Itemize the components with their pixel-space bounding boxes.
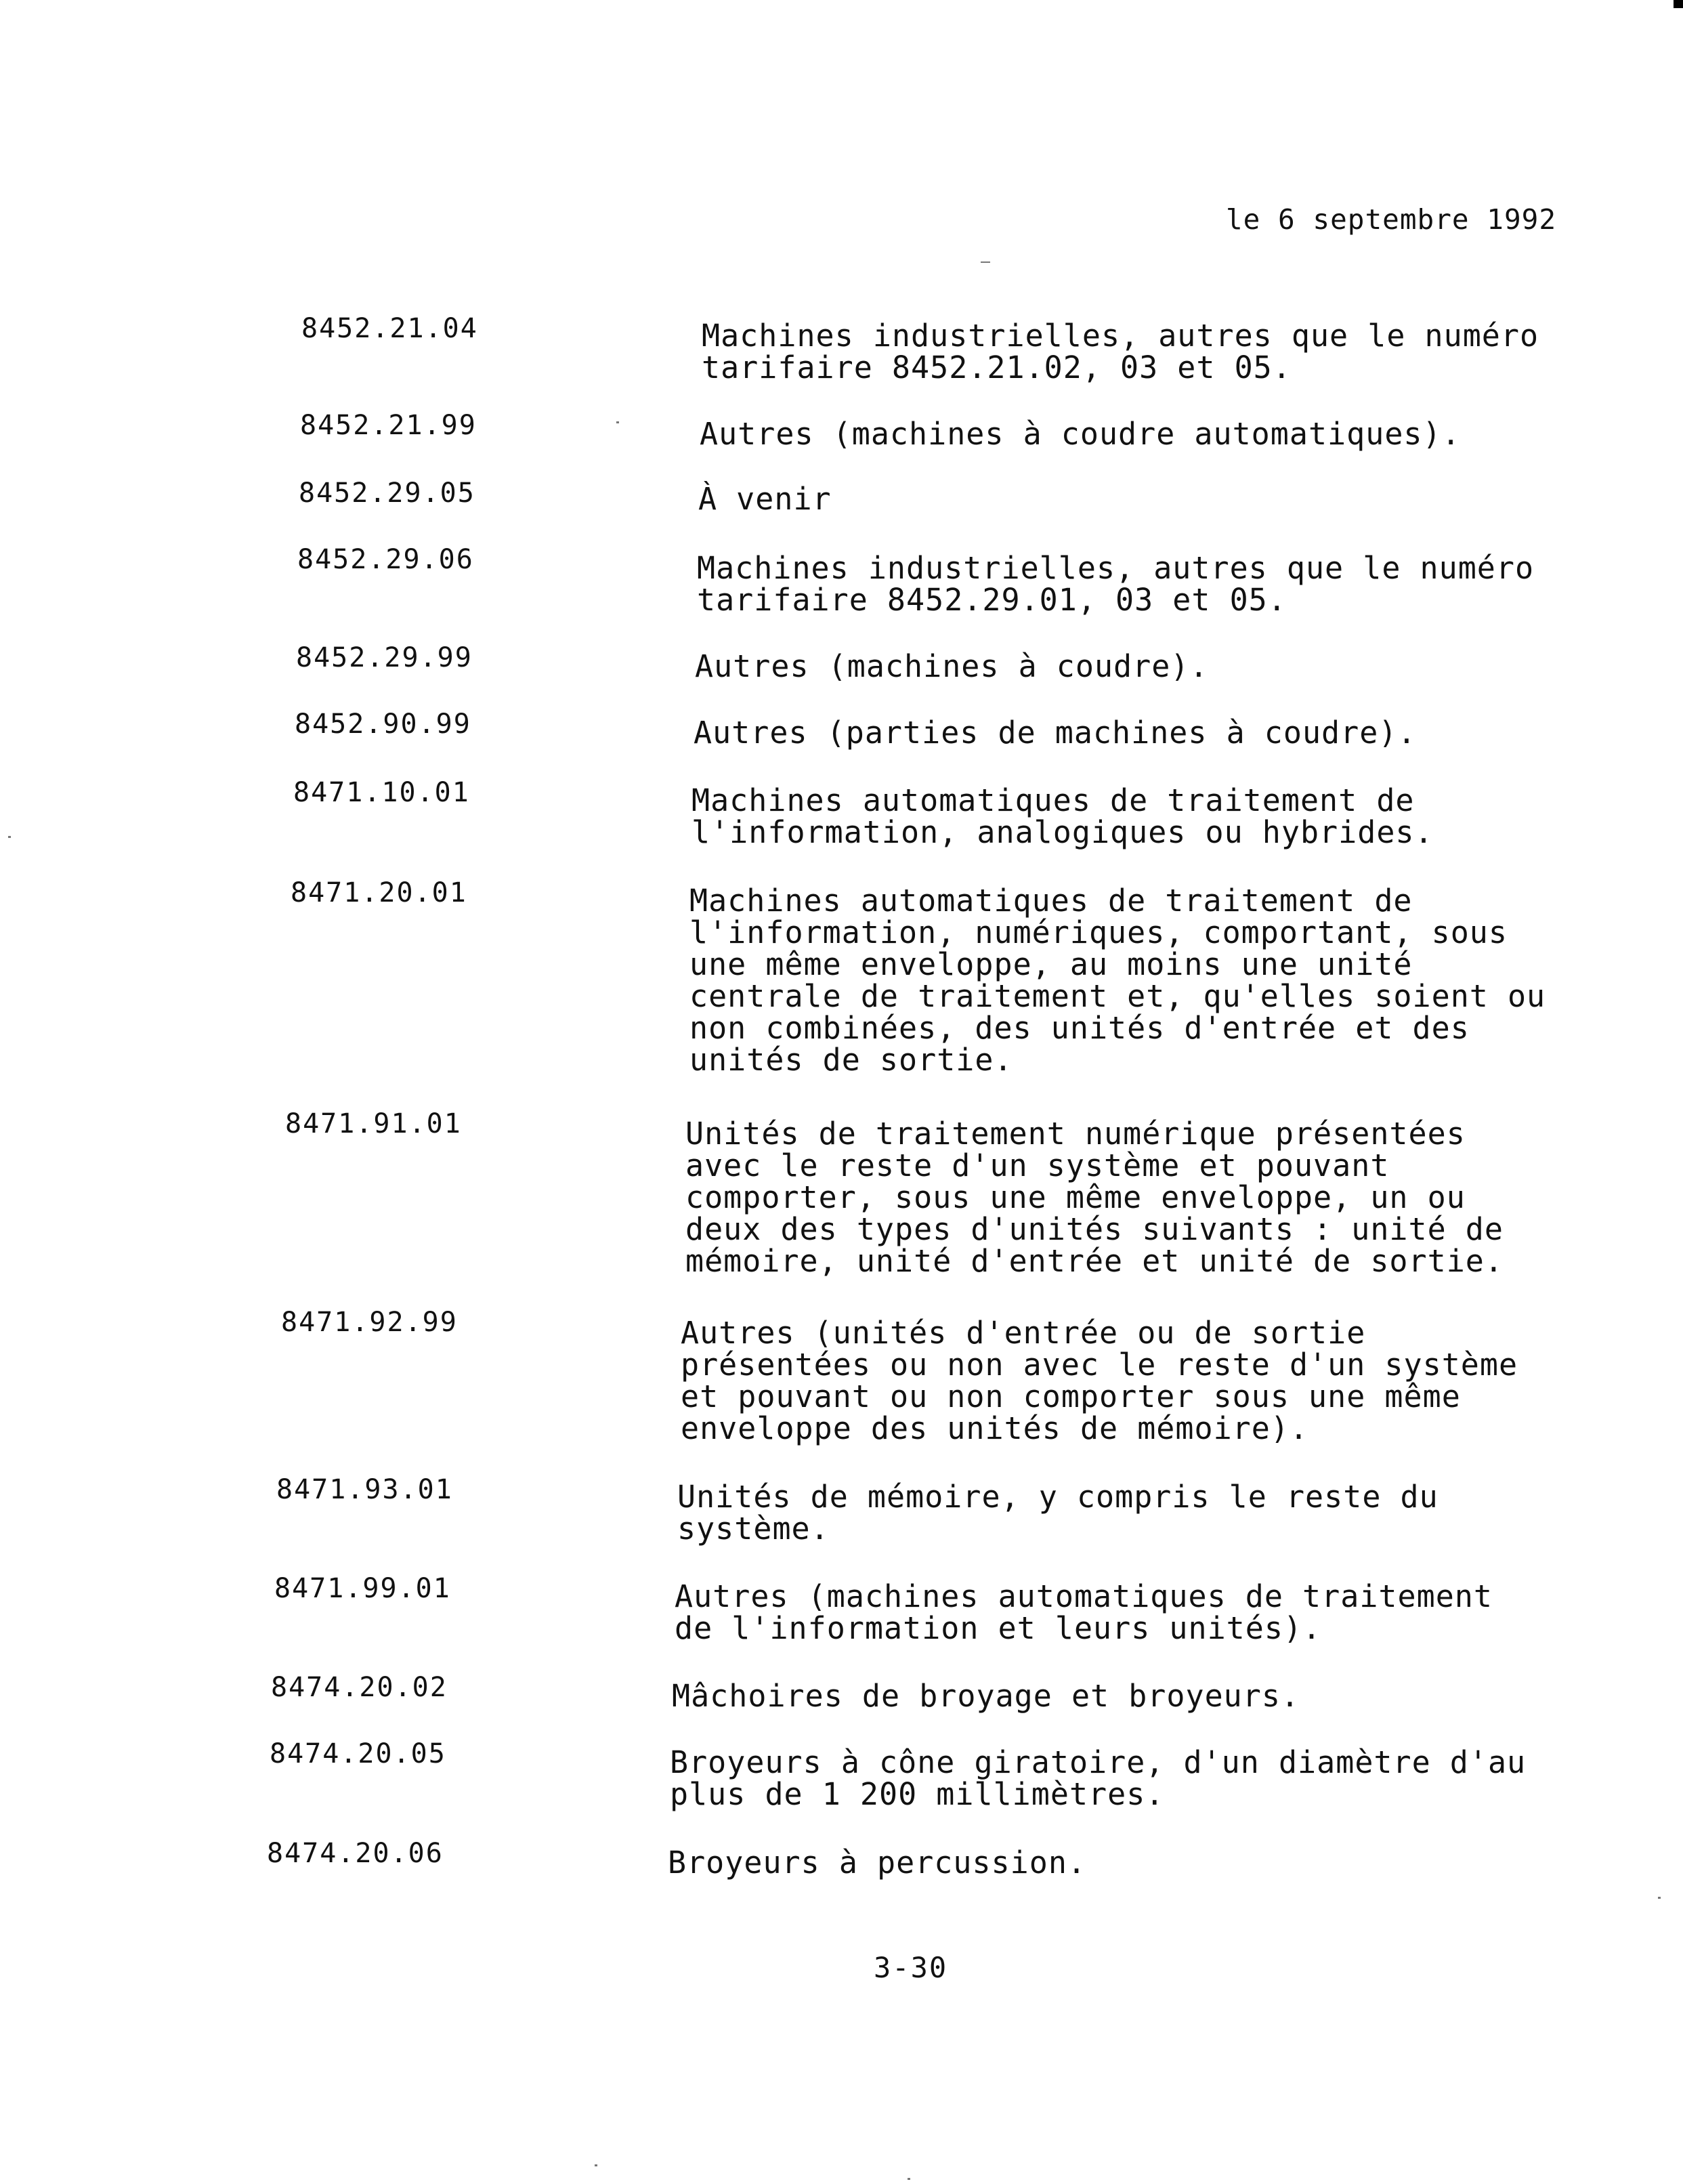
tariff-code: 8452.21.99 [300,410,477,441]
tariff-code: 8474.20.05 [270,1738,446,1769]
page-number: 3-30 [874,1951,948,1984]
tariff-code: 8471.20.01 [291,877,467,908]
tariff-description: Unités de mémoire, y compris le reste du système. [677,1479,1439,1547]
tariff-description: Broyeurs à cône giratoire, d'un diamètre d'au plus de 1 200 millimètres. [670,1744,1527,1812]
tariff-code: 8471.93.01 [276,1474,453,1505]
tariff-description: Machines automatiques de traitement de l'information, numériques, comportant, sous une même enveloppe, au moins une unité centrale de traitement et, qu'elles soient ou non combinées, des unités d'entrée et des unités de sortie. [689,883,1546,1078]
tariff-description: Autres (machines à coudre automatiques). [700,416,1461,452]
tariff-description: Broyeurs à percussion. [668,1845,1087,1881]
tariff-description: Autres (machines à coudre). [695,648,1209,684]
tariff-description: Unités de traitement numérique présentées avec le reste d'un système et pouvant comporter, sous une même enveloppe, un ou deux des types d'unités suivants : unité de mémoire, unité d'entrée et unité de sortie. [685,1116,1504,1279]
tariff-description: Machines industrielles, autres que le numéro tarifaire 8452.29.01, 03 et 05. [697,550,1535,618]
tariff-description: À venir [698,481,832,517]
scan-speck [1658,1897,1661,1899]
tariff-code: 8474.20.06 [267,1838,444,1869]
scan-speck [595,2164,597,2166]
tariff-code: 8452.29.06 [297,544,474,575]
tariff-code: 8471.99.01 [274,1573,451,1604]
tariff-description: Autres (machines automatiques de traitement de l'information et leurs unités). [675,1578,1493,1646]
scan-speck [8,836,11,838]
scan-speck [981,261,990,263]
tariff-code: 8474.20.02 [271,1672,448,1703]
tariff-description: Autres (parties de machines à coudre). [694,715,1417,751]
tariff-code: 8452.90.99 [295,709,471,740]
tariff-code: 8452.29.05 [299,478,475,509]
scan-speck [908,2178,910,2180]
tariff-code: 8452.29.99 [296,642,473,673]
scan-corner-mark [1674,0,1683,8]
tariff-code: 8471.91.01 [285,1108,462,1139]
tariff-description: Mâchoires de broyage et broyeurs. [672,1678,1300,1714]
tariff-description: Machines industrielles, autres que le numéro tarifaire 8452.21.02, 03 et 05. [702,318,1539,385]
tariff-description: Machines automatiques de traitement de l'information, analogiques ou hybrides. [691,782,1434,850]
tariff-code: 8471.10.01 [293,777,470,808]
document-date: le 6 septembre 1992 [1226,203,1556,236]
tariff-description: Autres (unités d'entrée ou de sortie présentées ou non avec le reste d'un système et pouvant ou non comporter sous une même enveloppe des unités de mémoire). [681,1315,1518,1446]
tariff-code: 8471.92.99 [281,1307,458,1338]
tariff-code: 8452.21.04 [301,313,478,344]
scan-speck [616,421,619,423]
